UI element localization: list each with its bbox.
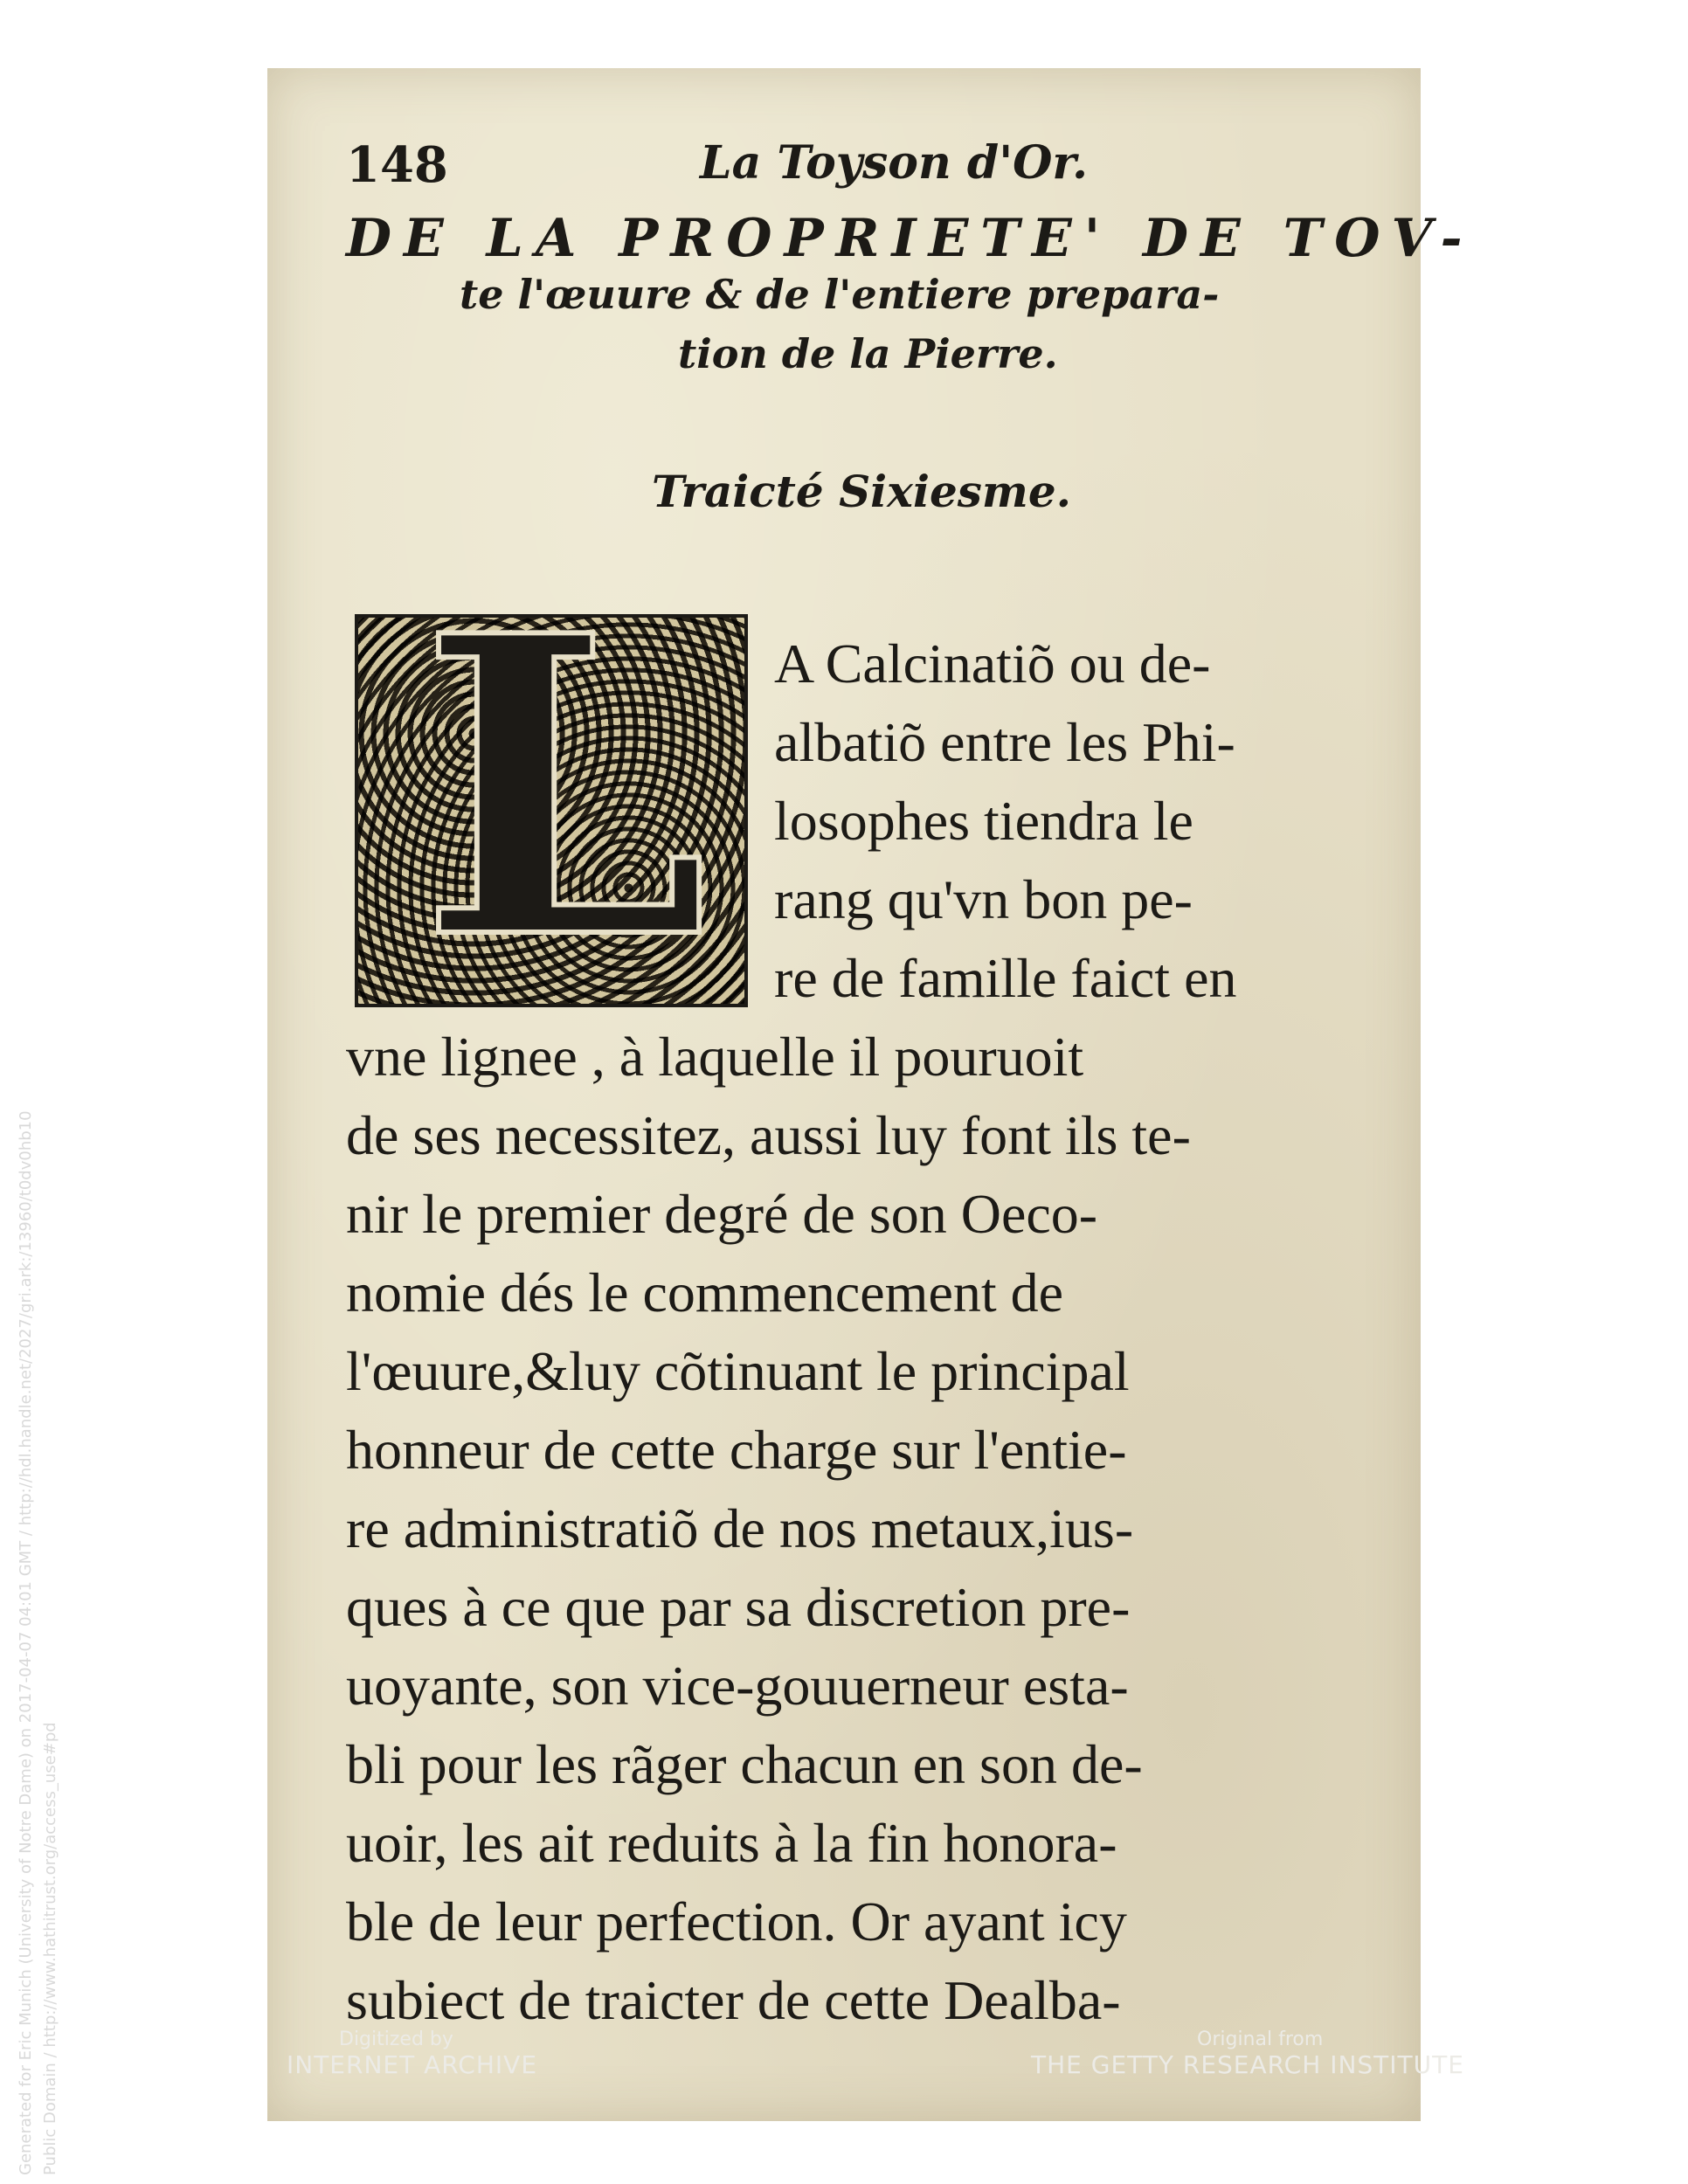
body-line: losophes tiendra le bbox=[774, 790, 1193, 852]
watermark-line-1: Generated for Eric Munich (University of Notre Dame) on 2017-04-07 04:01 GMT / http://hdl.handle.net/2027/gri.ark:/13960/t0dv0hb10 bbox=[17, 1110, 35, 2175]
body-line: albatiõ entre les Phi- bbox=[774, 711, 1235, 773]
body-line: re administratiõ de nos metaux,ius- bbox=[346, 1497, 1134, 1559]
body-line: ble de leur perfection. Or ayant icy bbox=[346, 1890, 1127, 1952]
body-line: rang qu'vn bon pe- bbox=[774, 868, 1193, 930]
body-line: uoyante, son vice-gouuerneur esta- bbox=[346, 1655, 1129, 1717]
access-watermark bbox=[14, 1110, 63, 2175]
body-line: honneur de cette charge sur l'entie- bbox=[346, 1419, 1127, 1481]
body-line: uoir, les ait reduits à la fin honora- bbox=[346, 1812, 1117, 1874]
digitized-by-label: Digitized by bbox=[339, 2028, 453, 2050]
body-line: re de famille faict en bbox=[774, 947, 1237, 1009]
chapter-title-line-3: tion de la Pierre. bbox=[678, 330, 1058, 377]
body-line: de ses necessitez, aussi luy font ils te- bbox=[346, 1104, 1191, 1166]
running-head: La Toyson d'Or. bbox=[700, 136, 1089, 190]
original-from-label: Original from bbox=[1197, 2028, 1324, 2050]
body-line: nomie dés le commencement de bbox=[346, 1261, 1064, 1324]
body-line: bli pour les rãger chacun en son de- bbox=[346, 1733, 1143, 1795]
drop-cap-letter: L bbox=[419, 614, 709, 1007]
internet-archive-label: INTERNET ARCHIVE bbox=[287, 2050, 538, 2079]
body-line: subiect de traicter de cette Dealba- bbox=[346, 1969, 1121, 2031]
book-page bbox=[267, 68, 1475, 2121]
chapter-title-line-2: te l'œuure & de l'entiere prepara- bbox=[460, 271, 1220, 318]
watermark-line-2: Public Domain / http://www.hathitrust.org/access_use#pd bbox=[41, 1722, 59, 2175]
body-line: vne lignee , à laquelle il pouruoit bbox=[346, 1026, 1084, 1088]
original-from-credit bbox=[1031, 2028, 1464, 2079]
body-line: A Calcinatiõ ou de- bbox=[774, 632, 1211, 695]
getty-institute-label: THE GETTY RESEARCH INSTITUTE bbox=[1031, 2050, 1464, 2079]
body-line: nir le premier degré de son Oeco- bbox=[346, 1183, 1098, 1245]
chapter-title-line-1: DE LA PROPRIETE' DE TOV- bbox=[346, 208, 1475, 269]
ornamental-drop-cap bbox=[355, 614, 748, 1007]
body-line: l'œuure,&luy cõtinuant le principal bbox=[346, 1340, 1130, 1402]
page-header bbox=[346, 136, 1351, 206]
digitized-by-credit bbox=[287, 2028, 537, 2079]
page-number: 148 bbox=[346, 136, 448, 194]
treatise-subtitle: Traicté Sixiesme. bbox=[652, 466, 1072, 517]
body-line: ques à ce que par sa discretion pre- bbox=[346, 1576, 1131, 1638]
